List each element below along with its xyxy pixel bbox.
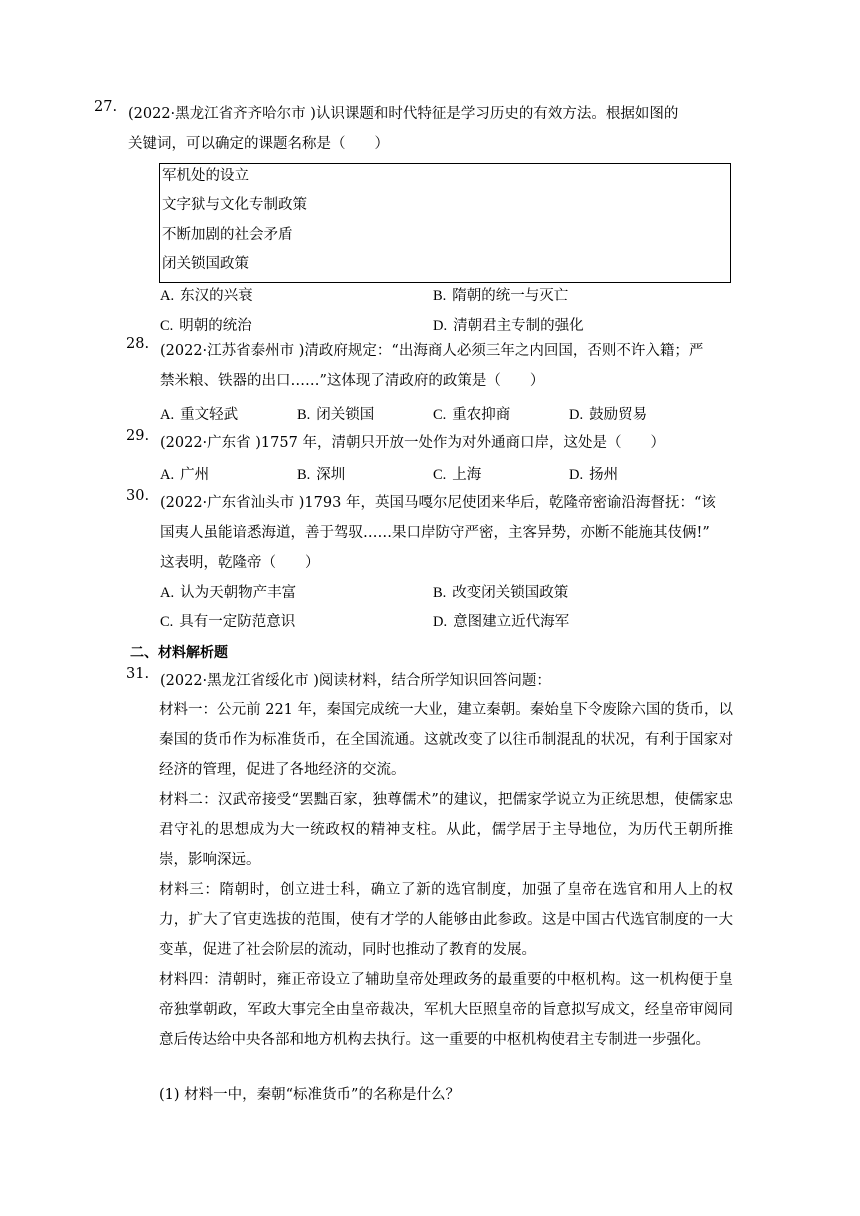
option-d: D. 鼓励贸易 xyxy=(569,407,648,423)
material-list xyxy=(159,695,733,1055)
question-31 xyxy=(126,666,734,696)
option-d: D. 意图建立近代海军 xyxy=(433,614,570,630)
question-stem: (2022·黑龙江省绥化市 )阅读材料，结合所学知识回答问题： xyxy=(160,673,551,689)
question-stem: (2022·江苏省泰州市 )清政府规定：“出海商人必须三年之内回国，否则不许入籍；严 xyxy=(160,343,704,359)
option-b: B. 闭关锁国 xyxy=(297,407,375,423)
option-a: A. 认为天朝物产丰富 xyxy=(160,585,297,601)
material-2: 材料二：汉武帝接受“罢黜百家，独尊儒术”的建议，把儒家学说立为正统思想，使儒家忠君守礼的思想成为大一统政权的精神支柱。从此，儒学居于主导地位，为历代王朝所推崇，影响深远。 xyxy=(159,792,733,868)
material-4: 材料四：清朝时，雍正帝设立了辅助皇帝处理政务的最重要的中枢机构。这一机构便于皇帝独掌朝政，军政大事完全由皇帝裁决，军机大臣照皇帝的旨意拟写成文，经皇帝审阅同意后传达给中央各部和地方机构去执行。这一重要的中枢机构使君主专制进一步强化。 xyxy=(159,972,733,1048)
question-number: 27. xyxy=(94,99,118,115)
question-number: 28. xyxy=(126,336,150,352)
option-c: C. 上海 xyxy=(433,467,482,483)
option-a: A. 重文轻武 xyxy=(160,407,239,423)
keyword-box xyxy=(159,163,731,283)
question-stem: 禁米粮、铁器的出口……”这体现了清政府的政策是（ ） xyxy=(160,373,545,389)
question-number: 30. xyxy=(126,488,150,504)
question-stem: (2022·广东省汕头市 )1793 年，英国马嘎尔尼使团来华后，乾隆帝密谕沿海督抚：“该 xyxy=(160,495,716,511)
option-c: C. 明朝的统治 xyxy=(160,318,252,334)
question-stem: (2022·黑龙江省齐齐哈尔市 )认识课题和时代特征是学习历史的有效方法。根据如图的 xyxy=(128,106,679,122)
question-30 xyxy=(126,488,734,578)
material-1: 材料一：公元前 221 年，秦国完成统一大业，建立秦朝。秦始皇下令废除六国的货币，以秦国的货币作为标准货币，在全国流通。这就改变了以往币制混乱的状况，有利于国家对经济的管理，促进了各地经济的交流。 xyxy=(159,702,733,778)
option-a: A. 广州 xyxy=(160,467,210,483)
question-stem: 这表明，乾隆帝（ ） xyxy=(160,555,320,571)
material-3: 材料三：隋朝时，创立进士科，确立了新的选官制度，加强了皇帝在选官和用人上的权力，扩大了官吏选拔的范围，使有才学的人能够由此参政。这是中国古代选官制度的一大变革，促进了社会阶层的流动，同时也推动了教育的发展。 xyxy=(159,882,733,958)
option-c: C. 具有一定防范意识 xyxy=(160,614,296,630)
option-a: A. 东汉的兴衰 xyxy=(160,288,253,304)
option-d: D. 清朝君主专制的强化 xyxy=(433,318,584,334)
keyword: 军机处的设立 xyxy=(162,168,249,184)
keyword: 闭关锁国政策 xyxy=(162,256,249,272)
question-28 xyxy=(126,336,734,396)
question-number: 29. xyxy=(126,428,150,444)
option-b: B. 隋朝的统一与灭亡 xyxy=(433,288,569,304)
question-number: 31. xyxy=(126,666,150,682)
option-c: C. 重农抑商 xyxy=(433,407,511,423)
question-stem: (2022·广东省 )1757 年，清朝只开放一处作为对外通商口岸，这处是（ ） xyxy=(160,435,665,451)
keyword: 不断加剧的社会矛盾 xyxy=(162,227,293,243)
question-27 xyxy=(94,99,738,159)
section-title: 二、材料解析题 xyxy=(130,645,228,661)
keyword: 文字狱与文化专制政策 xyxy=(162,197,307,213)
question-stem: 关键词，可以确定的课题名称是（ ） xyxy=(128,136,389,152)
sub-question-1: (1) 材料一中，秦朝“标准货币”的名称是什么？ xyxy=(159,1087,460,1103)
option-d: D. 扬州 xyxy=(569,467,619,483)
question-29 xyxy=(126,428,734,458)
option-b: B. 深圳 xyxy=(297,467,346,483)
question-stem: 国夷人虽能谙悉海道，善于驾驭……果口岸防守严密，主客异势，亦断不能施其伎俩!” xyxy=(160,525,710,541)
option-b: B. 改变闭关锁国政策 xyxy=(433,585,569,601)
